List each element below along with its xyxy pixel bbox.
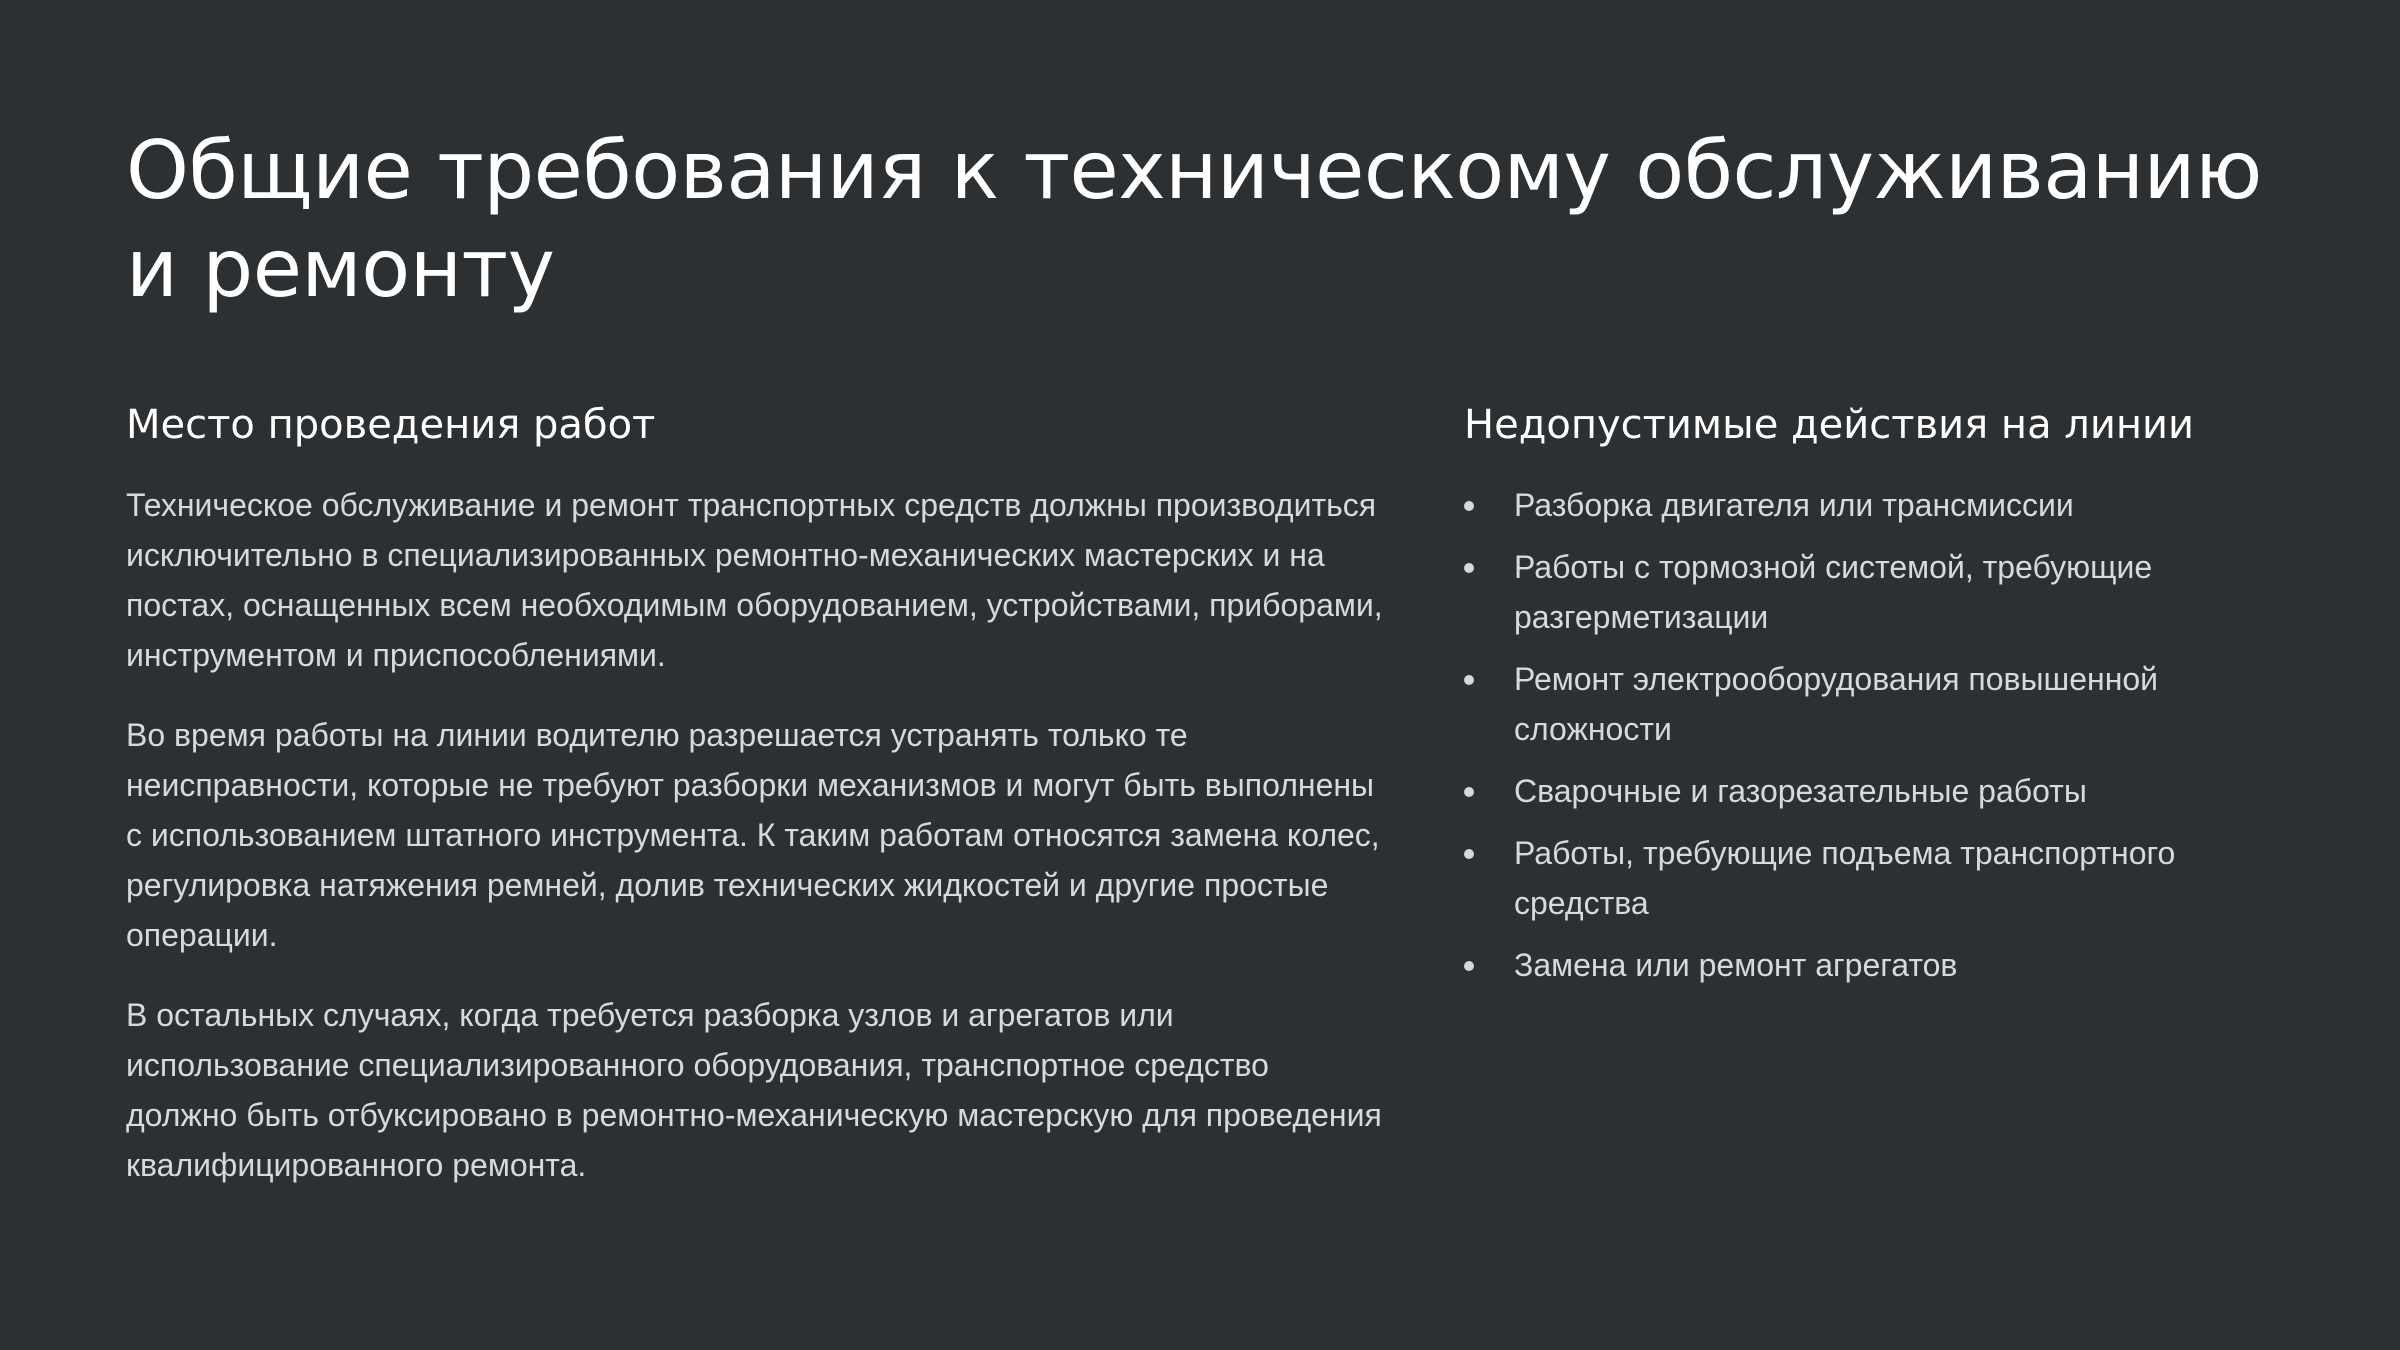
work-location-heading: Место проведения работ [126, 402, 656, 448]
work-location-section [126, 396, 1386, 1190]
list-item-text: Разборка двигателя или трансмиссии [1514, 487, 2074, 523]
list-item [1464, 766, 2264, 816]
list-item-text: Замена или ремонт агрегатов [1514, 947, 1958, 983]
list-item [1464, 940, 2264, 990]
paragraph-2: Во время работы на линии водителю разрешается устранять только те неисправности, которые не требуют разборки механизмов и могут быть выполнены с использованием штатного инструмента. К таким работам относятся замена колес, регулировка натяжения ремней, долив технических жидкостей и другие простые операции. [126, 717, 1380, 953]
page-title: Общие требования к техническому обслуживанию и ремонту [126, 124, 2262, 315]
list-item-text: Ремонт электрооборудования повышенной сложности [1514, 661, 2159, 747]
list-item [1464, 828, 2264, 928]
bullet-icon [1464, 787, 1474, 797]
list-item [1464, 542, 2264, 642]
bullet-icon [1464, 501, 1474, 511]
list-item-text: Сварочные и газорезательные работы [1514, 773, 2087, 809]
prohibited-actions-list [1464, 480, 2264, 990]
paragraph-1: Техническое обслуживание и ремонт транспортных средств должны производиться исключительно в специализированных ремонтно-механических мастерских и на постах, оснащенных всем необходимым оборудованием, устройствами, приборами, инструментом и приспособлениями. [126, 487, 1383, 673]
prohibited-actions-section [1464, 396, 2264, 1002]
paragraph-3: В остальных случаях, когда требуется разборка узлов и агрегатов или использование специализированного оборудования, транспортное средство должно быть отбуксировано в ремонтно-механическую мастерскую для проведения квалифицированного ремонта. [126, 997, 1382, 1183]
bullet-icon [1464, 563, 1474, 573]
bullet-icon [1464, 849, 1474, 859]
list-item-text: Работы с тормозной системой, требующие разгерметизации [1514, 549, 2153, 635]
bullet-icon [1464, 675, 1474, 685]
list-item [1464, 480, 2264, 530]
list-item-text: Работы, требующие подъема транспортного средства [1514, 835, 2176, 921]
prohibited-actions-heading: Недопустимые действия на линии [1464, 402, 2194, 448]
bullet-icon [1464, 961, 1474, 971]
list-item [1464, 654, 2264, 754]
